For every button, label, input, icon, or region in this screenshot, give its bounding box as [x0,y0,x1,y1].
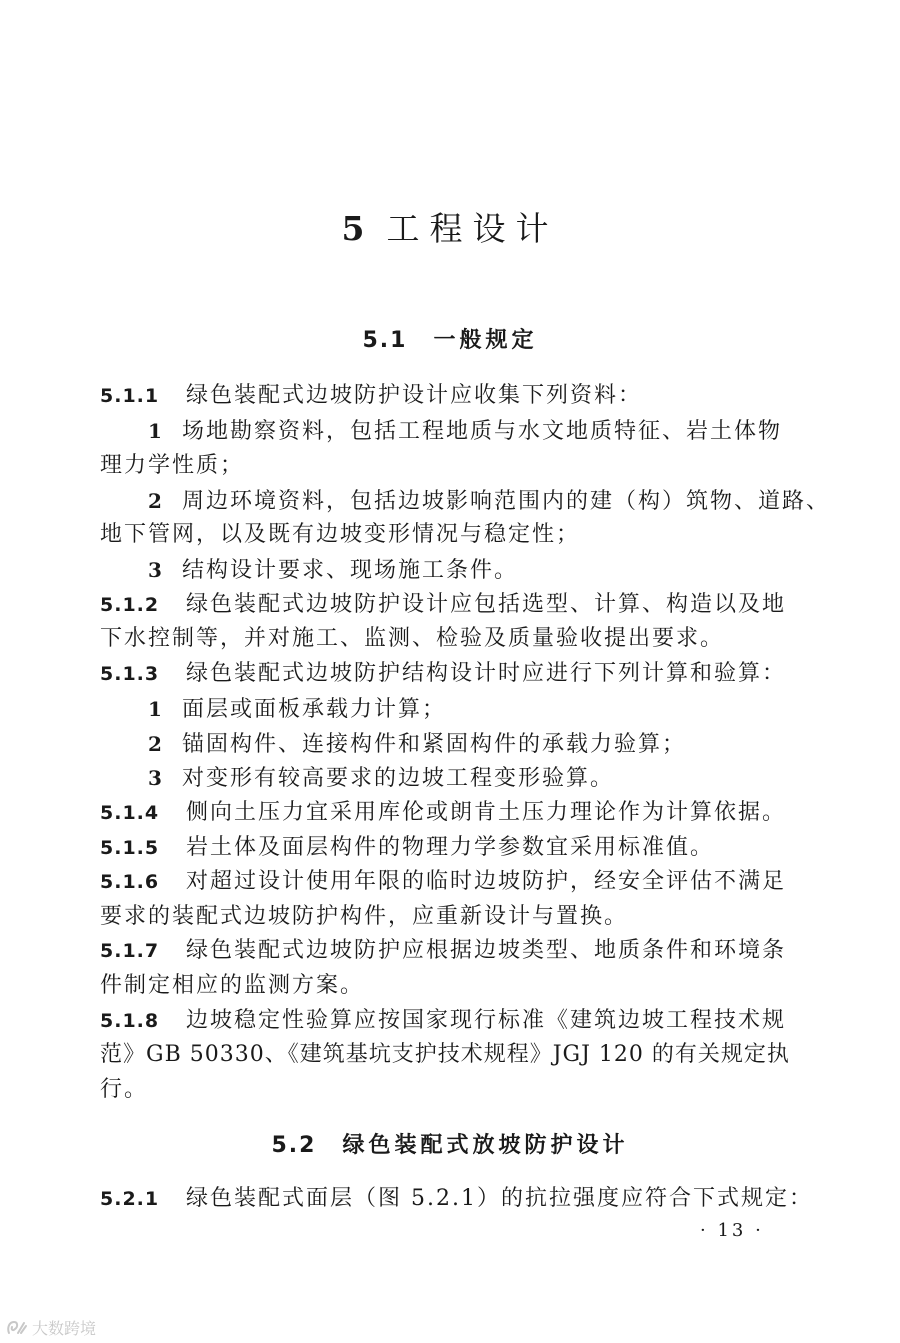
clause-5-2-1 [100,1184,813,1214]
clause-5-1-1 [100,381,790,411]
clause-5-1-2 [100,590,790,620]
clause-number: 5.1.3 [100,663,160,685]
item-text: 场地勘察资料，包括工程地质与水文地质特征、岩土体物 [182,419,783,444]
list-item [100,694,838,725]
text-line: 件制定相应的监测方案。 [100,973,365,998]
clause-text: 绿色装配式边坡防护应根据边坡类型、地质条件和环境条 [186,938,787,963]
clause-text: 岩土体及面层构件的物理力学参数宜采用标准值。 [186,835,715,860]
section-number: 5.1 [362,328,408,353]
clause-5-1-4 [100,798,790,828]
item-number: 1 [148,697,164,721]
item-text: 周边环境资料，包括边坡影响范围内的建（构）筑物、道路、 [182,489,831,514]
clause-number: 5.1.5 [100,837,160,859]
text-line: 理力学性质； [100,453,245,478]
item-text: 结构设计要求、现场施工条件。 [182,558,519,583]
text-line: 行。 [100,1077,149,1102]
clause-number: 5.2.1 [100,1188,160,1210]
text-line: 范》GB 50330、《建筑基坑支护技术规程》JGJ 120 的有关规定执 [100,1042,790,1067]
clause-number: 5.1.2 [100,594,160,616]
chapter-name: 工程设计 [386,209,559,248]
list-item [100,729,838,760]
clause-5-1-5 [100,833,790,863]
list-item [100,763,838,794]
item-text: 对变形有较高要求的边坡工程变形验算。 [182,766,615,791]
section-number: 5.2 [271,1133,317,1158]
list-item [100,416,838,447]
clause-5-1-8 [100,1006,790,1036]
clause-number: 5.1.7 [100,940,160,962]
clause-text: 绿色装配式边坡防护设计应包括选型、计算、构造以及地 [186,592,787,617]
page-number: · 13 · [700,1220,764,1241]
item-number: 2 [148,732,164,756]
clause-text: 绿色装配式边坡防护设计应收集下列资料： [186,383,643,408]
section-name: 一般规定 [433,328,538,353]
text-line: 要求的装配式边坡防护构件，应重新设计与置换。 [100,904,629,929]
clause-text: 对超过设计使用年限的临时边坡防护，经安全评估不满足 [186,869,787,894]
clause-5-1-3 [100,659,790,689]
section-name: 绿色装配式放坡防护设计 [342,1133,629,1158]
clause-number: 5.1.8 [100,1010,160,1032]
clause-number: 5.1.6 [100,871,160,893]
text-line: 地下管网，以及既有边坡变形情况与稳定性； [100,522,581,547]
clause-number: 5.1.1 [100,385,160,407]
list-item [100,555,838,586]
item-text: 面层或面板承载力计算； [182,697,447,722]
logo-icon [6,1319,28,1337]
chapter-number: 5 [341,209,365,248]
chapter-title [0,203,900,250]
clause-5-1-7 [100,936,790,966]
list-item [100,486,838,517]
clause-text: 绿色装配式面层（图 5.2.1）的抗拉强度应符合下式规定： [186,1186,813,1211]
watermark-text: 大数跨境 [32,1319,97,1338]
clause-number: 5.1.4 [100,802,160,824]
watermark [6,1316,96,1339]
clause-5-1-6 [100,867,790,897]
section-title-5-1 [0,323,900,354]
clause-text: 边坡稳定性验算应按国家现行标准《建筑边坡工程技术规 [186,1008,787,1033]
section-title-5-2 [0,1128,900,1159]
item-number: 3 [148,766,164,790]
clause-text: 绿色装配式边坡防护结构设计时应进行下列计算和验算： [186,661,787,686]
item-number: 2 [148,489,164,513]
item-number: 1 [148,419,164,443]
clause-text: 侧向土压力宜采用库伦或朗肯土压力理论作为计算依据。 [186,800,787,825]
item-number: 3 [148,558,164,582]
text-line: 下水控制等，并对施工、监测、检验及质量验收提出要求。 [100,626,725,651]
item-text: 锚固构件、连接构件和紧固构件的承载力验算； [182,732,687,757]
